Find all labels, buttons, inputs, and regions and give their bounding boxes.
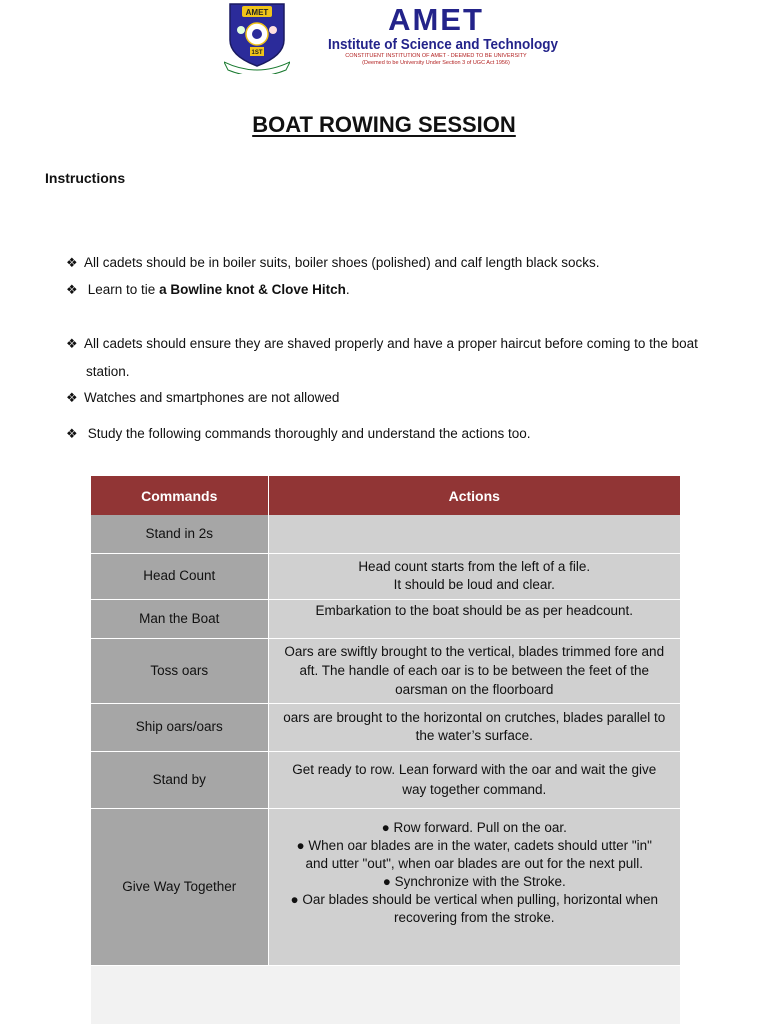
diamond-bullet-icon: ❖ [66,282,78,297]
command-cell: Toss oars [91,638,268,703]
action-cell: Head count starts from the left of a file. It should be loud and clear. [268,553,680,599]
action-bullet: ● Row forward. Pull on the oar. [381,819,567,835]
table-row [91,553,680,599]
table-row [91,703,680,751]
page-title: BOAT ROWING SESSION [252,112,516,137]
action-bullet: ● Oar blades should be vertical when pulling, horizontal when [290,891,659,907]
action-bullet: ● Synchronize with the Stroke. [382,873,566,889]
command-cell: Ship oars/oars [91,703,268,751]
command-cell: Man the Boat [91,599,268,638]
instruction-item: ❖ Learn to tie a Bowline knot & Clove Hitch. [66,276,736,304]
brand-affiliation: CONSTITUENT INSTITUTION OF AMET - DEEMED TO BE UNIVERSITY [345,53,527,59]
svg-text:AMET: AMET [245,8,269,17]
page-header [0,0,768,80]
action-cell [268,515,680,553]
instructions-heading: Instructions [45,170,126,186]
commands-table [91,476,680,966]
command-cell: Stand by [91,751,268,808]
brand-block [316,2,559,67]
instruction-item: ❖ All cadets should ensure they are shaved properly and have a proper haircut before coming to the boat station. [66,330,736,386]
diamond-bullet-icon: ❖ [66,390,78,405]
actions-column-header: Actions [268,476,680,515]
action-cell: ● Row forward. Pull on the oar. ● When oar blades are in the water, cadets should utter "in" and utter "out", when oar blades are out for the next pull. ● Synchronize with the Stroke. ● Oar blades should be vertical when pulling, horizontal when recovering from the stroke. [268,808,680,965]
instruction-item: ❖ Study the following commands thoroughly and understand the actions too. [66,420,736,448]
instruction-item: ❖ Watches and smartphones are not allowed [66,384,736,412]
action-cell: oars are brought to the horizontal on crutches, blades parallel to the water’s surface. [268,703,680,751]
commands-column-header: Commands [91,476,268,515]
table-row [91,638,680,703]
table-row [91,751,680,808]
table-continuation [91,966,680,1024]
table-row [91,808,680,965]
command-cell: Give Way Together [91,808,268,965]
table-header-row [91,476,680,515]
instruction-item: ❖ All cadets should be in boiler suits, boiler shoes (polished) and calf length black socks. [66,249,736,277]
brand-name: AMET [388,2,484,37]
table-row [91,515,680,553]
action-cell: Oars are swiftly brought to the vertical, blades trimmed fore and aft. The handle of each oar is to be between the feet of the oarsman on the floorboard [268,638,680,703]
action-bullet: ● When oar blades are in the water, cadets should utter "in" [296,837,652,853]
action-cell: Get ready to row. Lean forward with the oar and wait the give way together command. [268,751,680,808]
diamond-bullet-icon: ❖ [66,336,78,351]
command-cell: Stand in 2s [91,515,268,553]
diamond-bullet-icon: ❖ [66,426,78,441]
brand-deemed-note: (Deemed to be University Under Section 3 of UGC Act 1956) [362,60,510,66]
brand-subtitle: Institute of Science and Technology [328,36,559,53]
table-row [91,599,680,638]
action-cell: Embarkation to the boat should be as per headcount. [268,599,680,638]
diamond-bullet-icon: ❖ [66,255,78,270]
svg-text:1ST: 1ST [251,50,263,56]
amet-crest-logo [224,0,290,74]
command-cell: Head Count [91,553,268,599]
